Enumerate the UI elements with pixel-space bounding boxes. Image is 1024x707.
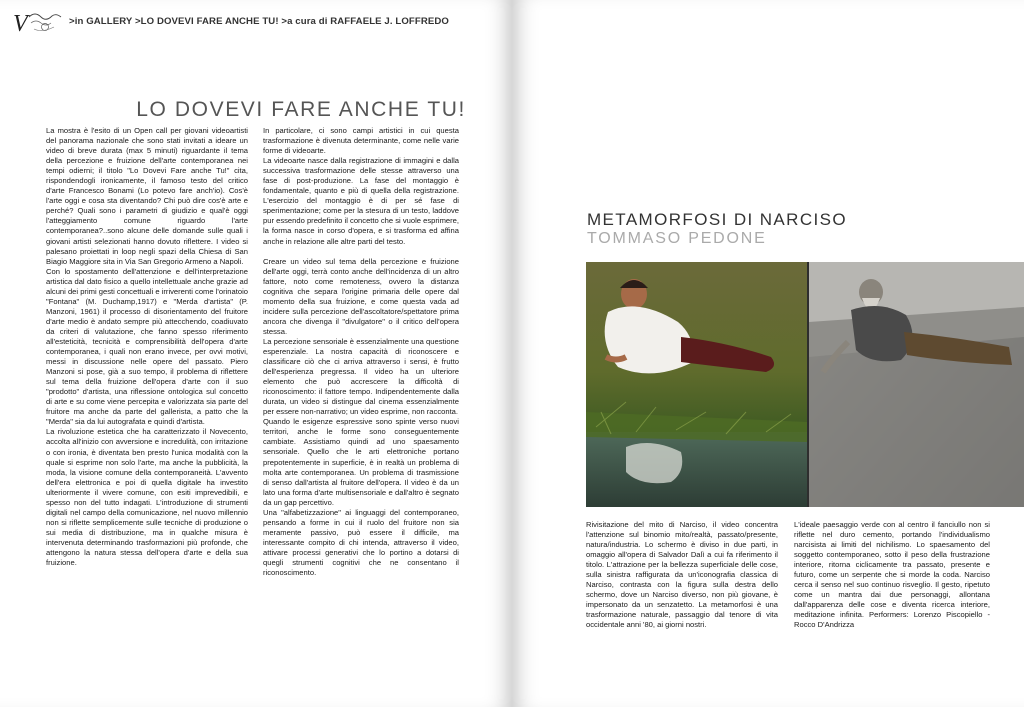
text-column-3	[586, 520, 778, 631]
video-still-image	[586, 262, 1024, 507]
paragraph: La videoarte nasce dalla registrazione di immagini e dalla successiva trasformazione delle stesse attraverso una fase di post-produzione. La fase del montaggio è fondamentale, quanto e più di quella della registrazione. L'esercizio del montaggio è di per sé fase di sperimentazione; come per la stesura di un testo, laddove pur essendo predefinito il concetto che si vuole esprimere, la forma nasce in corso d'opera, e si trasforma ed affina anche in relazione alle altre parti del testo.	[263, 156, 459, 246]
breadcrumb	[69, 16, 449, 27]
svg-text:V: V	[13, 11, 28, 35]
breadcrumb-gallery[interactable]: >in GALLERY	[69, 16, 133, 27]
breadcrumb-exhibition[interactable]: >LO DOVEVI FARE ANCHE TU!	[134, 16, 279, 27]
magazine-logo	[12, 9, 64, 35]
breadcrumb-curator[interactable]: >a cura di RAFFAELE J. LOFFREDO	[281, 16, 449, 27]
paragraph: Rivisitazione del mito di Narciso, il video concentra l'attenzione sul binomio mito/realtà, passato/presente, natura/industria. Lo schermo è diviso in due parti, in omaggio all'opera di Salvador Dalì a cui fa riferimento il titolo. L'attrazione per la bellezza superficiale delle cose, sulla sinistra raffigurata da un'iconografia classica di Narciso, contrasta con la figura sulla destra dello schermo, dove un Narciso diverso, non più giovane, è impersonato da un senzatetto. La metamorfosi è una trasformazione naturale, passaggio dal tenore di vita occidentale anni '80, ai giorni nostri.	[586, 520, 778, 630]
paragraph: Una "alfabetizzazione" ai linguaggi del contemporaneo, pensando a forme in cui il ruolo del fruitore non sia meramente passivo, può essere il difficile, ma interessante compito di chi intenda, attraverso il video, attivare processi generativi che lo portino a dotarsi di quegli strumenti cognitivi che ne consentano il riconoscimento.	[263, 507, 459, 578]
text-column-4	[794, 520, 990, 631]
paragraph: Con lo spostamento dell'attenzione e dell'interpretazione artistica dal dato fisico a quello intellettuale anche grazie ad alcuni dei primi gesti concettuali e irriverenti come l'orinatoio "Fontana" (M. Duchamp,1917) e "Merda d'artista" (P. Manzoni, 1961) il processo di disorientamento del fruitore d'arte medio è andato sempre più attecchendo, coadiuvato da criteri di valutazione, che fanno spesso riferimento all'esteticità, tecnicità e comprensibilità dell'opera d'arte contemporanea, i quali non erano invece, per ovvi motivi, messi in discussione nelle opere del passato. Piero Manzoni si pose, già a suo tempo, il problema di riflettere sul tema della fruizione dell'opera d'arte con il suo "prodotto" d'artista, una riflessione ontologica sul concetto di arte e su come viene percepita e valorizzata sia parte del fruitore ma anche da parte del gallerista, a patto che la "Merda" sia da lui autografata e quindi d'artista.	[46, 266, 248, 427]
video-author: TOMMASO PEDONE	[587, 230, 767, 247]
article-title: LO DOVEVI FARE ANCHE TU!	[136, 98, 466, 121]
text-column-2	[263, 126, 459, 578]
paragraph: La mostra è l'esito di un Open call per giovani videoartisti del panorama nazionale che sono stati invitati a ideare un video di breve durata (max 5 minuti) riguardante il tema della percezione e fruizione dell'arte contemporanea nei tempi odierni; il titolo "Lo Dovevi Fare anche Tu!" cita, rispondendogli ironicamente, il famoso testo del critico d'arte Francesco Bonami (Lo potevo fare anch'io). Cos'è l'arte oggi e cosa sta diventando? Chi può dire cos'è arte e perché? Quali sono i parametri di giudizio e qual'è oggi l'atteggiamento comune riguardo l'arte contemporanea?..sono alcune delle domande sulle quali i giovani artisti selezionati hanno dovuto riflettere. I video si palesano proiettati in loop negli spazi della Chiesa di San Biagio Maggiore sita in Via San Gregorio Armeno a Napoli.	[46, 126, 248, 266]
video-title: METAMORFOSI DI NARCISO	[587, 210, 847, 229]
paragraph: Quando le esigenze espressive sono spinte verso nuovi territori, anche le forme sono conseguentemente cambiate. Assistiamo quindi ad uno spaesamento sensoriale. Quello che le arti elettroniche portano prepotentemente in superficie, è in realtà un problema di molta arte contemporanea. Un problema di trasmissione di senso dall'artista al fruitore dell'opera. Il video è da un lato una forma d'arte multisensoriale e dall'altro è segnato da un gap percettivo.	[263, 417, 459, 507]
paragraph: La percezione sensoriale è essenzialmente una questione esperenziale. La nostra capacità di riconoscere e classificare ciò che ci arriva attraverso i sensi, è frutto dell'esperienza pregressa. Il video ha un ulteriore elemento che può accrescere la difficoltà di riconoscimento: il fattore tempo. Indipendentemente dalla durata, un video si distingue dal cinema essenzialmente per essere non-narrativo; un video esprime, non racconta.	[263, 336, 459, 417]
paragraph: In particolare, ci sono campi artistici in cui questa trasformazione è divenuta determinante, come nelle varie forme di videoarte.	[263, 126, 459, 156]
text-column-1	[46, 126, 248, 568]
paragraph: L'ideale paesaggio verde con al centro il fanciullo non si riflette nel duro cemento, portando l'individualismo narcisista ai limiti del nichilismo. Lo spaesamento del soggetto contemporaneo, sotto il peso della frustrazione interiore, ritorna ciclicamente tra passato, presente e futuro, come un serpente che si morde la coda. Narciso cerca il senso nel suo continuo risveglio. Il gesto, ripetuto come un mantra dai due personaggi, allontana dall'apparenza delle cose e diventa ricerca interiore, meditazione infinita. Performers: Lorenzo Piscopiello - Rocco D'Andrizza	[794, 520, 990, 630]
right-page	[512, 0, 1024, 707]
paragraph: La rivoluzione estetica che ha caratterizzato il Novecento, accolta all'inizio con avversione e incredulità, con irritazione o con ironia, è diventata ben presto l'unica modalità con la quale si esprime non solo l'arte, ma anche la pubblicità, la moda, la visione comune della contemporaneità. L'avvento dell'era elettronica e poi di quella digitale ha investito ulteriormente il vivere comune, con esiti imprevedibili, e spesso non del tutto indagati. L'introduzione di strumenti digitali nel campo della comunicazione, nel nuovo millennio non si riflette semplicemente sulle tecniche di produzione o sui media di distribuzione, ma in qualche misura è intervenuta determinando trasformazioni più profonde, che attengono la natura stessa dell'opera d'arte e della sua fruizione.	[46, 427, 248, 568]
paragraph: Creare un video sul tema della percezione e fruizione dell'arte oggi, terrà conto anche dell'incidenza di un altro fattore, noto come remoteness, ovvero la distanza cognitiva che separa l'origine primaria delle opere dal momento della sua fruizione, e come questa vada ad incidere sulla percezione dell'ascoltatore/spettatore prima ancora che divenga il "divulgatore" o il critico dell'opera stessa.	[263, 256, 459, 336]
